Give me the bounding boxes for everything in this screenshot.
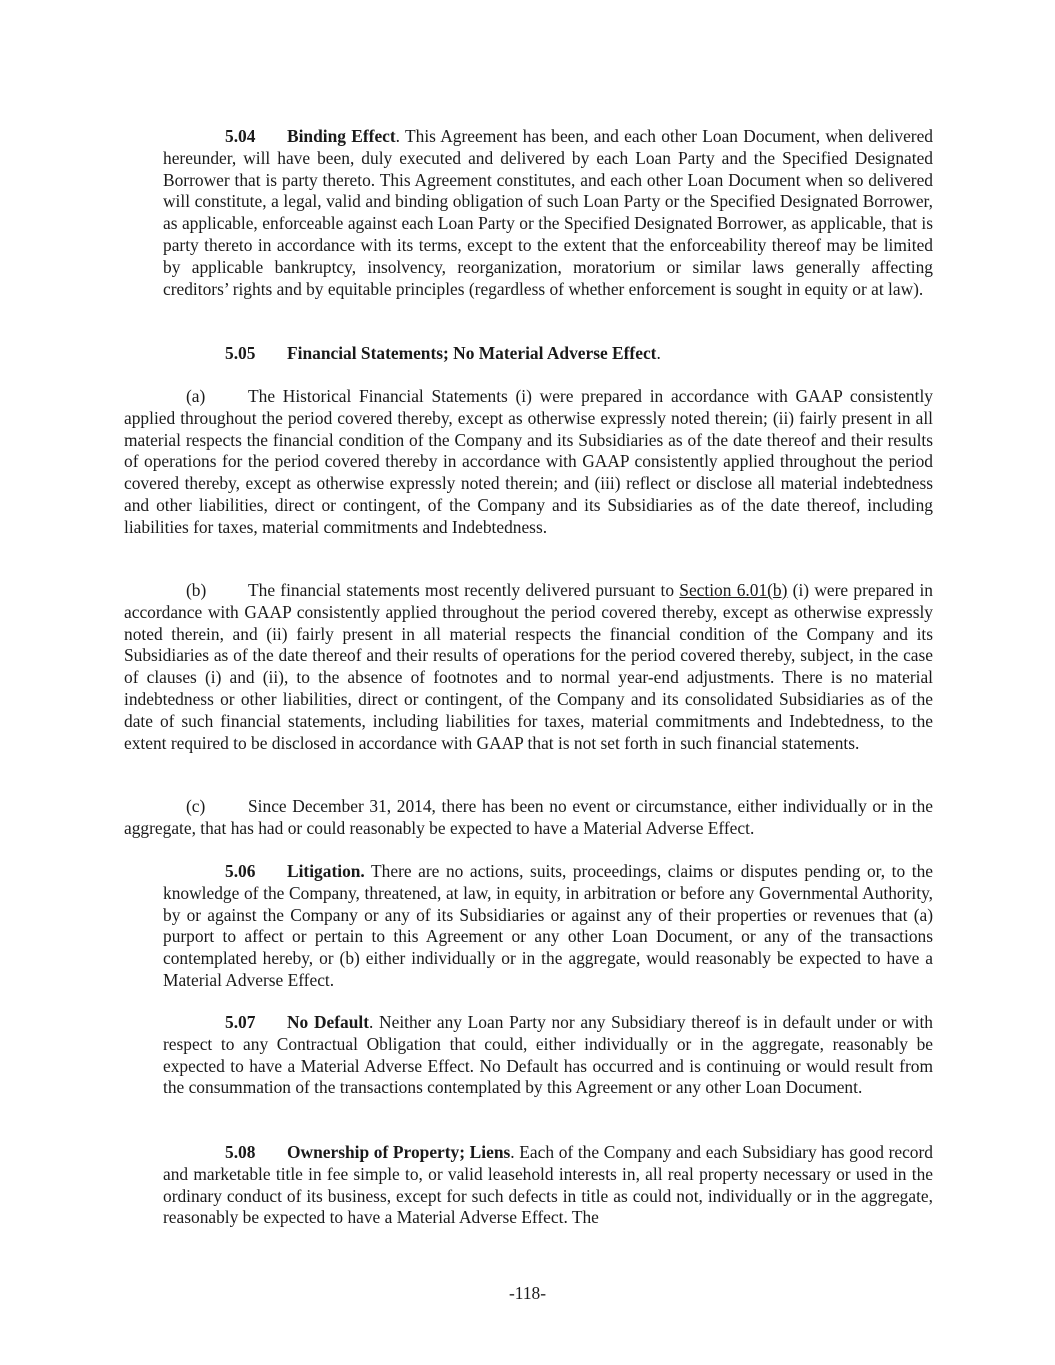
section-text: Each of the Company and each Subsidiary has good record and marketable title in fee simple to, or valid leasehold interests in, all real property necessary or used in the ordinary conduct of its business, except for such defects in title as could not, individually or in the aggregate, reasonably be expected to have a Material Adverse Effect. The	[163, 1142, 933, 1228]
section-title: Financial Statements; No Material Adverse Effect	[287, 343, 657, 363]
section-5-08	[163, 1142, 933, 1229]
title-punctuation: .	[656, 343, 661, 363]
section-text: Neither any Loan Party nor any Subsidiary thereof is in default under or with respect to any Contractual Obligation that could, either individually or in the aggregate, reasonably be expected to have a Material Adverse Effect. No Default has occurred and is continuing or would result from the consummation of the transactions contemplated by this Agreement or any other Loan Document.	[163, 1012, 933, 1098]
section-5-07	[163, 1012, 933, 1099]
section-number: 5.06	[225, 861, 256, 881]
paragraph-5-05-a	[124, 386, 933, 539]
paragraph-5-05-c	[124, 796, 933, 840]
paragraph-text: Since December 31, 2014, there has been no event or circumstance, either individually or in the aggregate, that has had or could reasonably be expected to have a Material Adverse Effect.	[124, 796, 933, 838]
page-number: -118-	[508, 1283, 547, 1303]
section-number: 5.07	[225, 1012, 256, 1032]
section-text: This Agreement has been, and each other Loan Document, when delivered hereunder, will have been, duly executed and delivered by each Loan Party and the Specified Designated Borrower that is party thereto. This Agreement constitutes, and each other Loan Document when so delivered will constitute, a legal, valid and binding obligation of such Loan Party or the Specified Designated Borrower, as applicable, enforceable against each Loan Party or the Specified Designated Borrower, as applicable, that is party thereto in accordance with its terms, except to the extent that the enforceability thereof may be limited by applicable bankruptcy, insolvency, reorganization, moratorium or similar laws generally affecting creditors’ rights and by equitable principles (regardless of whether enforcement is sought in equity or at law).	[163, 126, 933, 299]
section-title: No Default	[287, 1012, 369, 1032]
paragraph-label: (b)	[186, 580, 207, 600]
section-title: Binding Effect	[287, 126, 396, 146]
section-text: There are no actions, suits, proceedings, claims or disputes pending or, to the knowledge of the Company, threatened, at law, in equity, in arbitration or before any Governmental Authority, by or against the Company or any of its Subsidiaries or against any of their properties or revenues that (a) purport to affect or pertain to this Agreement or any other Loan Document, or any of the transactions contemplated hereby, or (b) either individually or in the aggregate, would reasonably be expected to have a Material Adverse Effect.	[163, 861, 933, 990]
section-5-04	[163, 126, 933, 300]
paragraph-text-before: The financial statements most recently delivered pursuant to	[248, 580, 680, 600]
paragraph-5-05-b	[124, 580, 933, 754]
paragraph-label: (c)	[186, 796, 206, 816]
section-number: 5.05	[225, 343, 256, 363]
section-title: Ownership of Property; Liens	[287, 1142, 511, 1162]
section-5-06	[163, 861, 933, 992]
section-reference-link[interactable]: Section 6.01(b)	[679, 580, 788, 600]
title-punctuation: .	[395, 126, 405, 146]
paragraph-text-after: (i) were prepared in accordance with GAAP consistently applied throughout the period covered thereby, except as otherwise expressly noted therein, and (ii) fairly present in all material respects the financial condition of the Company and its Subsidiaries as of the date thereof and their results of operations for the period covered thereby, subject, in the case of clauses (i) and (ii), to the absence of footnotes and to normal year-end adjustments. There is no material indebtedness or other liabilities, direct or contingent, of the Company and its consolidated Subsidiaries as of the date of such financial statements, including liabilities for taxes, material commitments and Indebtedness, to the extent required to be disclosed in accordance with GAAP that is not set forth in such financial statements.	[124, 580, 934, 753]
section-5-05-heading	[163, 343, 933, 365]
section-number: 5.04	[225, 126, 256, 146]
paragraph-text: The Historical Financial Statements (i) were prepared in accordance with GAAP consistently applied throughout the period covered thereby, except as otherwise expressly noted therein; (ii) fairly present in all material respects the financial condition of the Company and its Subsidiaries as of the date thereof and their results of operations for the period covered thereby in accordance with GAAP consistently applied throughout the period covered thereby, except as otherwise expressly noted therein; and (iii) reflect or disclose all material indebtedness and other liabilities, direct or contingent, of the Company and its Subsidiaries as of the date thereof, including liabilities for taxes, material commitments and Indebtedness.	[124, 386, 933, 537]
title-punctuation: .	[369, 1012, 380, 1032]
paragraph-label: (a)	[186, 386, 206, 406]
section-number: 5.08	[225, 1142, 256, 1162]
section-title: Litigation.	[287, 861, 365, 881]
title-punctuation: .	[510, 1142, 520, 1162]
